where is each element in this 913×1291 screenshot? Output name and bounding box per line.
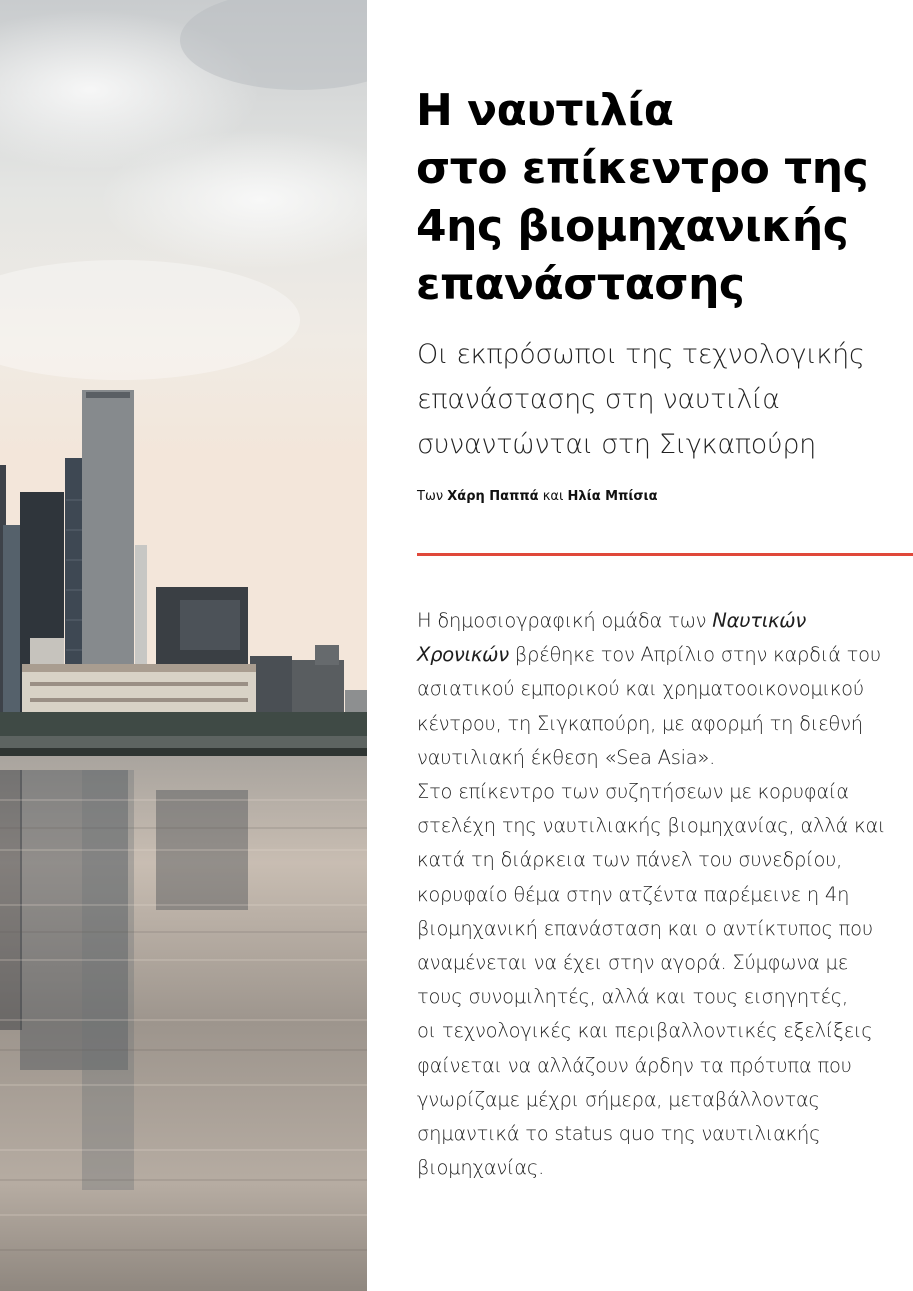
accent-divider <box>417 553 913 556</box>
body-text-run: βρέθηκε τον Απρίλιο στην καρδιά του <box>514 643 881 667</box>
body-line: κορυφαίο θέμα στην ατζέντα παρέμεινε η 4η <box>417 882 850 906</box>
byline-conjunction: και <box>542 489 564 504</box>
article-subtitle <box>417 332 913 467</box>
body-text-run: Η δημοσιογραφική ομάδα των <box>417 609 707 632</box>
publication-name: Ναυτικών <box>712 609 807 632</box>
title-line: Η ναυτιλία <box>416 85 674 136</box>
body-line: γνωρίζαμε μέχρι σήμερα, μεταβάλλοντας <box>417 1087 820 1111</box>
publication-name: Χρονικών <box>417 643 509 667</box>
body-line <box>417 638 913 672</box>
body-line: βιομηχανίας. <box>417 1156 545 1180</box>
body-line <box>417 604 913 638</box>
body-line: Στο επίκεντρο των συζητήσεων με κορυφαία <box>417 780 849 804</box>
singapore-skyline-photo <box>0 0 367 1291</box>
body-line: φαίνεται να αλλάζουν άρδην τα πρότυπα που <box>417 1053 852 1077</box>
body-line: στελέχη της ναυτιλιακής βιομηχανίας, αλλά και <box>417 814 886 838</box>
subtitle-line: επανάστασης στη ναυτιλία <box>417 384 780 415</box>
author-name: Ηλία Μπίσια <box>567 489 658 504</box>
subtitle-line: συναντώνται στη Σιγκαπούρη <box>417 429 816 460</box>
body-line: σημαντικά το status quo της ναυτιλιακής <box>417 1122 821 1146</box>
article-body <box>417 604 913 1185</box>
body-line: κατά τη διάρκεια των πάνελ του συνεδρίου, <box>417 848 843 872</box>
body-line: τους συνομιλητές, αλλά και τους εισηγητές, <box>417 985 848 1009</box>
body-line: κέντρου, τη Σιγκαπούρη, με αφορμή τη διεθνή <box>417 711 863 735</box>
title-line: επανάστασης <box>416 259 745 310</box>
body-line: οι τεχνολογικές και περιβαλλοντικές εξελίξεις <box>417 1019 873 1043</box>
body-line: ναυτιλιακή έκθεση «Sea Asia». <box>417 745 716 769</box>
body-line: αναμένεται να έχει στην αγορά. Σύμφωνα με <box>417 951 848 975</box>
byline-prefix: Των <box>417 489 444 504</box>
body-line: βιομηχανική επανάσταση και ο αντίκτυπος που <box>417 916 873 940</box>
article-title <box>416 82 913 314</box>
title-line: 4ης βιομηχανικής <box>416 201 849 252</box>
title-line: στο επίκεντρο της <box>416 143 869 194</box>
byline <box>417 488 658 506</box>
author-name: Χάρη Παππά <box>447 489 539 504</box>
body-line: ασιατικού εμπορικού και χρηματοοικονομικού <box>417 677 864 701</box>
subtitle-line: Οι εκπρόσωποι της τεχνολογικής <box>417 339 865 370</box>
